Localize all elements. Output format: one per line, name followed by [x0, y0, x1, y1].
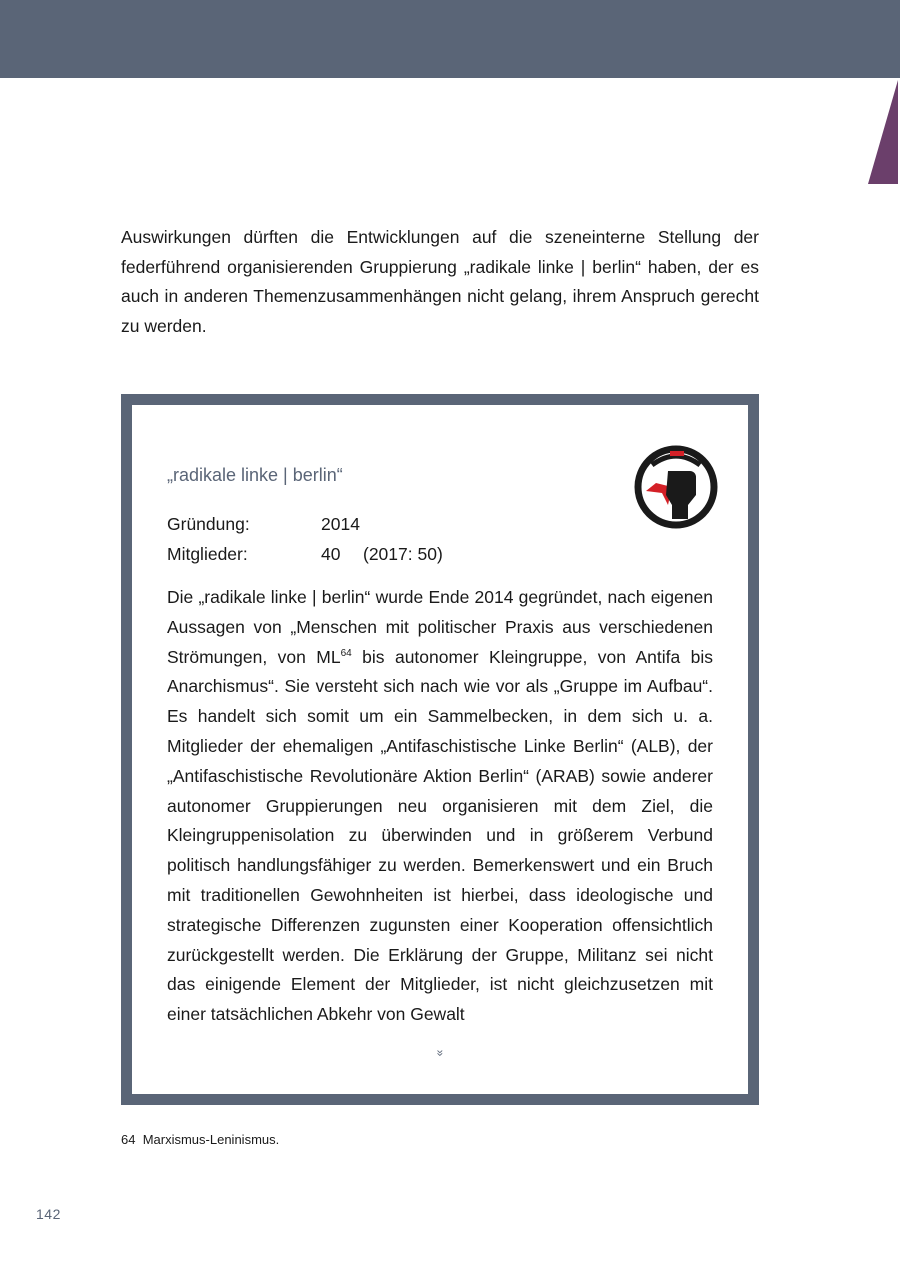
footnote-number: 64 [121, 1131, 136, 1147]
page-number: 142 [36, 1205, 61, 1222]
organization-logo [632, 443, 720, 531]
box-title: „radikale linke | berlin“ [167, 465, 343, 485]
corner-tab-triangle [868, 80, 900, 184]
continue-indicator [167, 1044, 713, 1064]
content-column [36, 394, 759, 1223]
box-body-text [167, 583, 713, 1030]
founding-value: 2014 [321, 514, 360, 534]
footnote-ref[interactable]: 64 [340, 647, 352, 659]
members-row [167, 539, 713, 569]
continue-chevron-icon: » [433, 1049, 447, 1057]
members-label: Mitglieder: [167, 544, 248, 564]
footnote [121, 1131, 759, 1149]
footnote-text: Marxismus-Leninismus. [142, 1131, 280, 1147]
members-value: 40 [321, 544, 341, 564]
founding-label: Gründung: [167, 514, 250, 534]
body-text-part: bis autonomer Kleingruppe, von Antifa bis Anarchismus“. Sie versteht sich nach wie vor als „Gruppe im Aufbau“. Es handelt sich somit um ein Sammelbecken, in dem sich u. a. Mitglieder der ehemaligen „Antifaschistische Linke Berlin“ (ALB), der „Antifaschistische Revolutionäre Aktion Berlin“ (ARAB) sowie anderer autonomer Gruppierungen neu organisieren mit dem Ziel, die Kleingruppenisolation zu überwinden und in größerem Verbund politisch handlungsfähiger zu werden. Bemerkenswert und ein Bruch mit traditionellen Gewohnheiten ist hierbei, dass ideologische und strategische Differenzen zugunsten einer Kooperation offensichtlich zurückgestellt werden. Die Erklärung der Gruppe, Militanz sei nicht das einigende Element der Mitglieder, ist nicht gleichzusetzen mit einer tatsächlichen Abkehr von Gewalt [167, 646, 713, 1025]
page-header-bar [0, 0, 900, 78]
members-previous: (2017: 50) [363, 544, 443, 564]
body-text-part: Die „radikale linke | berlin“ wurde Ende 2014 gegründet, nach eigenen Aussagen von „Menschen mit politischer Praxis aus verschiedenen Strömungen, von ML [167, 587, 713, 667]
info-box [121, 394, 759, 1105]
intro-paragraph: Auswirkungen dürften die Entwicklungen auf die szeneinterne Stellung der federführend organisierenden Gruppierung „radikale linke | berlin“ haben, der es auch in anderen Themenzusammenhängen nicht gelang, ihrem Anspruch gerecht zu werden. [121, 227, 759, 337]
